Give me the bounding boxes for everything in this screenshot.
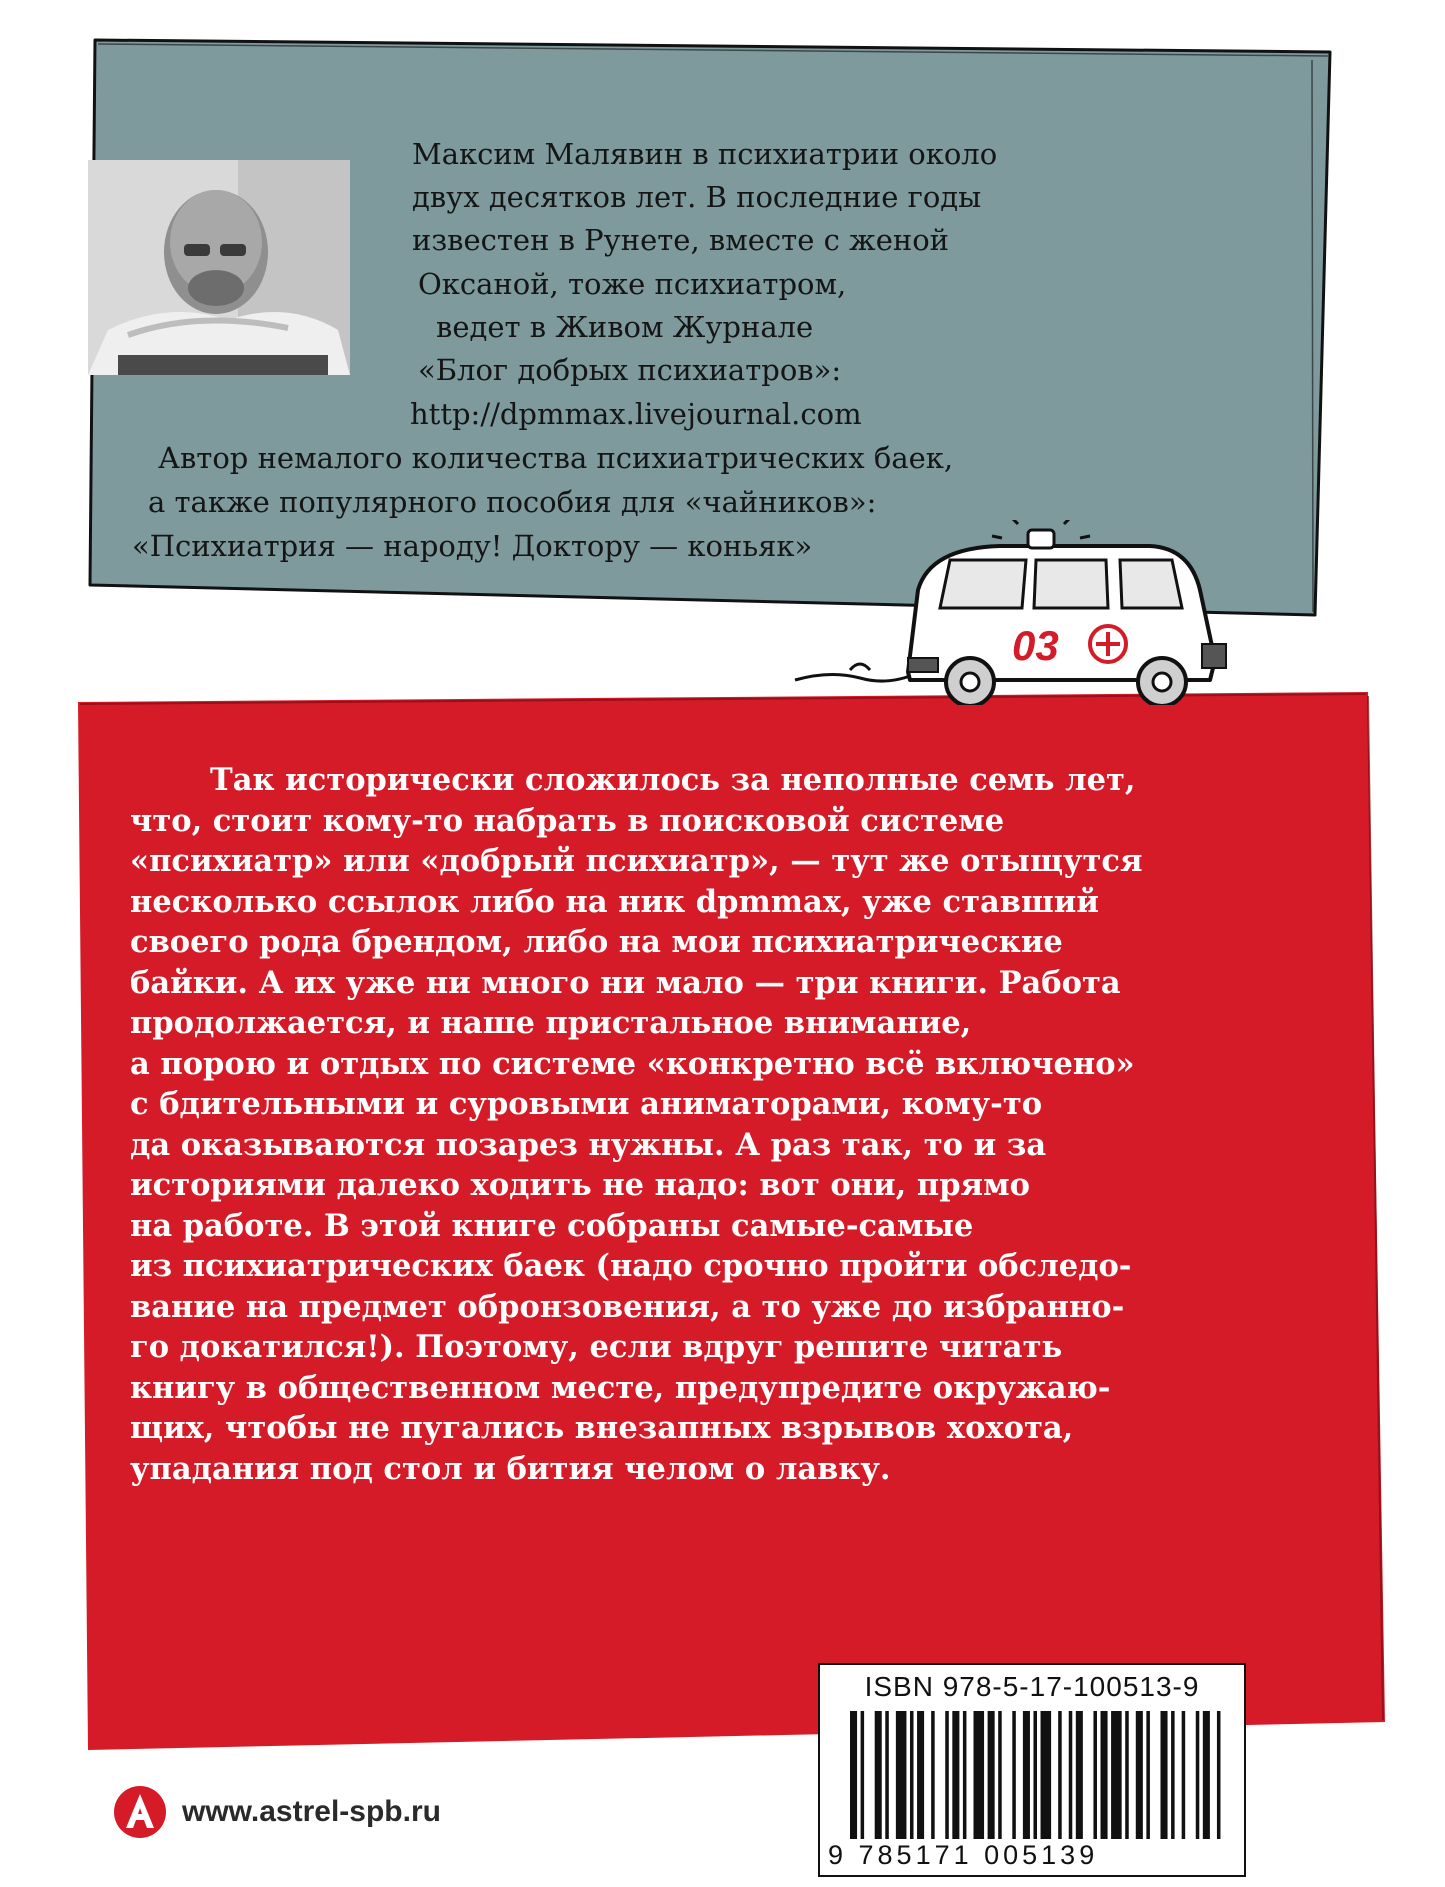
description-line: байки. А их уже ни много ни мало — три книги. Работа xyxy=(130,964,1121,1001)
barcode-bar xyxy=(1146,1711,1150,1839)
ambulance-illustration xyxy=(790,520,1260,705)
description-line: что, стоит кому-то набрать в поисковой системе xyxy=(130,802,1005,839)
description-line: с бдительными и суровыми аниматорами, кому-то xyxy=(130,1086,1043,1122)
bio-line-2: двух десятков лет. В последние годы xyxy=(412,180,982,214)
isbn-number: ISBN 978-5-17-100513-9 xyxy=(864,1671,1200,1702)
description-line: на работе. В этой книге собраны самые-самые xyxy=(130,1207,974,1244)
barcode-bar xyxy=(910,1711,914,1839)
barcode-bar xyxy=(885,1711,889,1839)
description-line: историями далеко ходить не надо: вот они, прямо xyxy=(130,1167,1030,1203)
description-line: книгу в общественном месте, предупредите окружаю- xyxy=(130,1369,1111,1406)
barcode-bar xyxy=(998,1711,1002,1839)
description-line: Так исторически сложилось за неполные семь лет, xyxy=(210,762,1136,798)
bio-line-1: Максим Малявин в психиатрии около xyxy=(412,137,998,171)
barcode-bar xyxy=(1041,1711,1052,1839)
ean-digits: 9 785171 005139 xyxy=(828,1840,1099,1870)
description-line: из психиатрических баек (надо срочно пройти обследо- xyxy=(130,1248,1132,1284)
bio-line-5: ведет в Живом Журнале xyxy=(436,310,814,344)
bio-url[interactable]: http://dpmmax.livejournal.com xyxy=(410,397,862,431)
bio-line-8: Автор немалого количества психиатрических баек, xyxy=(158,441,954,475)
barcode-bar xyxy=(973,1711,984,1839)
bio-line-9: а также популярного пособия для «чайников»: xyxy=(148,485,877,519)
barcode-bar xyxy=(1125,1711,1129,1839)
barcode-bars xyxy=(850,1711,1224,1839)
bio-line-4: Оксаной, тоже психиатром, xyxy=(418,267,847,301)
barcode-bar xyxy=(1069,1711,1073,1839)
description-line: «психиатр» или «добрый психиатр», — тут же отыщутся xyxy=(130,843,1143,879)
author-photo xyxy=(88,160,350,375)
barcode-bar xyxy=(896,1711,907,1839)
barcode-bar xyxy=(1196,1711,1200,1839)
barcode-bar xyxy=(1111,1711,1122,1839)
description-line: вание на предмет обронзовения, а то уже до избранно- xyxy=(130,1288,1125,1325)
description-line: несколько ссылок либо на ник dpmmax, уже ставший xyxy=(130,883,1099,920)
description-line: а порою и отдых по системе «конкретно всё включено» xyxy=(130,1045,1135,1082)
barcode-bar xyxy=(1182,1711,1186,1839)
barcode-bar xyxy=(1217,1711,1221,1839)
description-line: продолжается, и наше пристальное внимание, xyxy=(130,1005,972,1041)
description-line: да оказываются позарез нужны. А раз так, то и за xyxy=(130,1126,1047,1163)
barcode-bar xyxy=(1136,1711,1143,1839)
publisher xyxy=(112,1782,441,1842)
publisher-logo-icon xyxy=(112,1784,168,1840)
barcode-bar xyxy=(988,1711,995,1839)
bio-line-6: «Блог добрых психиатров»: xyxy=(418,353,842,387)
barcode-bar xyxy=(963,1711,967,1839)
barcode-bar xyxy=(850,1711,857,1839)
book-description xyxy=(130,760,1300,1489)
author-portrait-illustration xyxy=(88,160,350,375)
isbn-barcode-block xyxy=(818,1663,1246,1877)
barcode-bar xyxy=(1101,1711,1108,1839)
description-line: щих, чтобы не пугались внезапных взрывов хохота, xyxy=(130,1410,1074,1446)
description-line: го докатился!). Поэтому, если вдруг решите читать xyxy=(130,1329,1063,1365)
barcode-bar xyxy=(1076,1711,1083,1839)
barcode-bar xyxy=(1033,1711,1037,1839)
barcode-bar xyxy=(931,1711,935,1839)
barcode-bar xyxy=(1203,1711,1210,1839)
barcode-bar xyxy=(945,1711,949,1839)
barcode-bar xyxy=(875,1711,882,1839)
barcode-bar xyxy=(1160,1711,1167,1839)
bio-line-3: известен в Рунете, вместе с женой xyxy=(412,223,950,257)
barcode-bar xyxy=(861,1711,865,1839)
barcode-bar xyxy=(1023,1711,1030,1839)
barcode-bar xyxy=(917,1711,924,1839)
description-line: упадания под стол и бития челом о лавку. xyxy=(130,1450,891,1487)
barcode-bar xyxy=(1058,1711,1062,1839)
bio-line-10: «Психиатрия — народу! Доктору — коньяк» xyxy=(132,529,813,563)
barcode-bar xyxy=(1093,1711,1097,1839)
publisher-url[interactable]: www.astrel-spb.ru xyxy=(182,1795,441,1828)
barcode-bar xyxy=(952,1711,959,1839)
description-line: своего рода брендом, либо на мои психиатрические xyxy=(130,924,1063,960)
barcode-bar xyxy=(1171,1711,1175,1839)
ambulance-number: 03 xyxy=(1012,622,1059,669)
barcode-bar xyxy=(1012,1711,1016,1839)
